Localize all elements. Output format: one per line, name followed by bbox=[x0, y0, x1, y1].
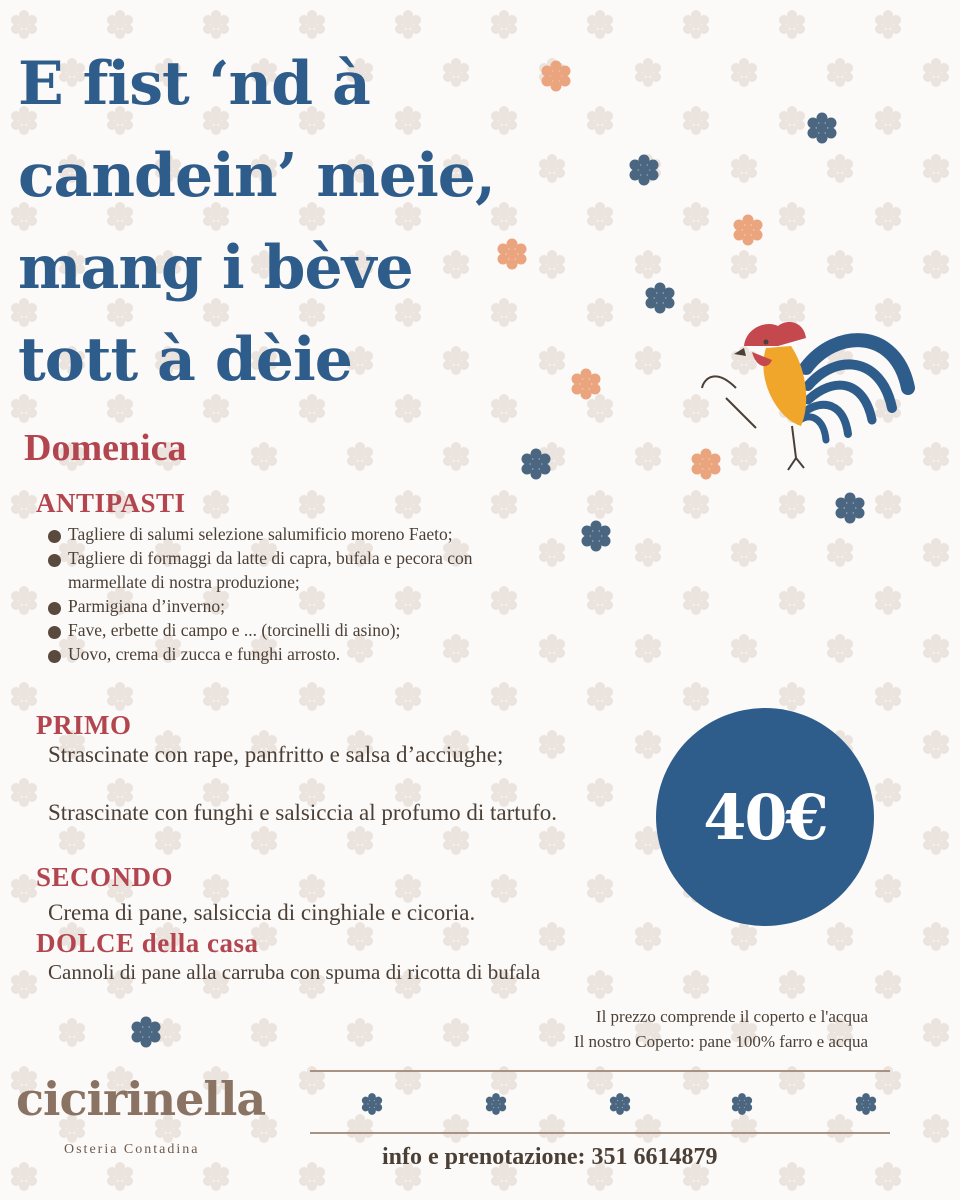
title-line: tott à dèie bbox=[18, 325, 352, 395]
flower-icon bbox=[732, 1093, 752, 1115]
flower-icon bbox=[582, 521, 611, 552]
logo-subtitle: Osteria Contadina bbox=[64, 1142, 200, 1157]
list-item: Parmigiana d’inverno; bbox=[48, 594, 508, 618]
flower-icon bbox=[610, 1093, 630, 1115]
list-item: Uovo, crema di zucca e funghi arrosto. bbox=[48, 642, 508, 666]
bullet-icon bbox=[48, 626, 61, 639]
contact-info: info e prenotazione: 351 6614879 bbox=[382, 1144, 718, 1170]
day-heading: Domenica bbox=[24, 427, 187, 469]
flower-icon bbox=[522, 449, 551, 480]
logo: cicirinella bbox=[16, 1072, 266, 1126]
dolce-heading: DOLCE della casa bbox=[36, 928, 259, 958]
flower-icon bbox=[572, 369, 601, 400]
divider-bottom bbox=[310, 1132, 890, 1134]
primo-item: Strascinate con rape, panfritto e salsa d’acciughe; bbox=[48, 742, 504, 767]
flower-icon bbox=[542, 61, 571, 92]
dolce-item: Cannoli di pane alla carruba con spuma di ricotta di bufala bbox=[48, 960, 541, 984]
bullet-icon bbox=[48, 602, 61, 615]
bullet-icon bbox=[48, 650, 61, 663]
flower-icon bbox=[362, 1093, 382, 1115]
list-item: Tagliere di salumi selezione salumificio moreno Faeto; bbox=[48, 522, 508, 546]
list-item: Fave, erbette di campo e ... (torcinelli di asino); bbox=[48, 618, 508, 642]
price-note: Il prezzo comprende il coperto e l'acqua bbox=[595, 1007, 868, 1026]
price-note: Il nostro Coperto: pane 100% farro e acqua bbox=[573, 1032, 868, 1051]
flower-icon bbox=[734, 215, 763, 246]
flower-icon bbox=[856, 1093, 876, 1115]
flower-icon bbox=[836, 493, 865, 524]
bullet-icon bbox=[48, 530, 61, 543]
rooster-illustration bbox=[696, 308, 916, 478]
price-value: 40€ bbox=[703, 780, 827, 854]
flower-icon bbox=[132, 1017, 161, 1048]
antipasti-list bbox=[48, 522, 508, 666]
divider-top bbox=[310, 1070, 890, 1072]
antipasti-heading: ANTIPASTI bbox=[36, 488, 186, 518]
flower-icon bbox=[646, 283, 675, 314]
title-line: E fist ‘nd à bbox=[18, 49, 370, 119]
price-notes bbox=[574, 1004, 868, 1054]
primo-heading: PRIMO bbox=[36, 710, 132, 740]
list-item: Tagliere di formaggi da latte di capra, bufala e pecora con marmellate di nostra produzione; bbox=[48, 546, 508, 594]
flower-icon bbox=[486, 1093, 506, 1115]
flower-icon bbox=[630, 155, 659, 186]
title-line: candein’ meie, bbox=[18, 141, 495, 211]
secondo-heading: SECONDO bbox=[36, 862, 174, 892]
flower-icon bbox=[808, 113, 837, 144]
secondo-item: Crema di pane, salsiccia di cinghiale e cicoria. bbox=[48, 900, 476, 925]
price-badge bbox=[656, 708, 874, 926]
bullet-icon bbox=[48, 554, 61, 567]
flower-icon bbox=[498, 239, 527, 270]
title-line: mang i bève bbox=[18, 233, 413, 303]
primo-item: Strascinate con funghi e salsiccia al profumo di tartufo. bbox=[48, 800, 558, 825]
